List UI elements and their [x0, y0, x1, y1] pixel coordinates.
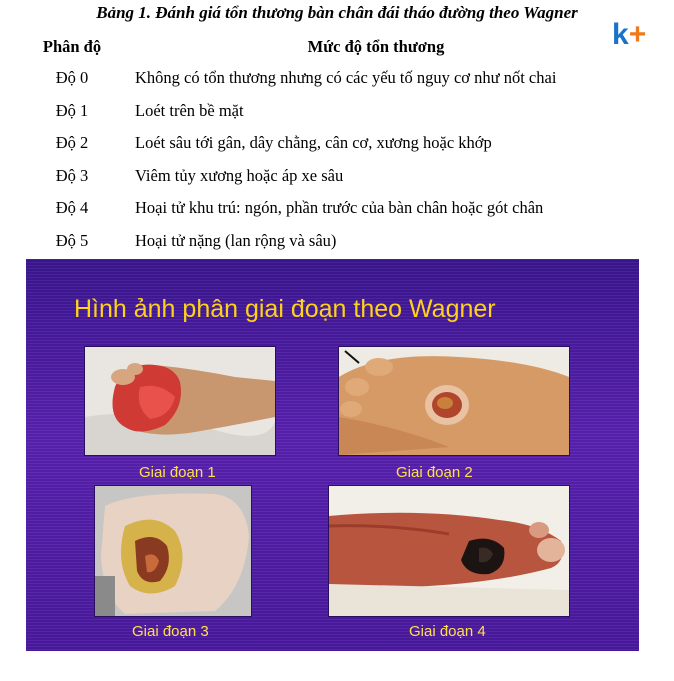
description-cell: Loét trên bề mặt	[135, 100, 244, 120]
table-row	[28, 225, 636, 258]
table-row	[28, 160, 636, 193]
logo-plus: +	[628, 18, 647, 51]
grade-cell: Độ 2	[55, 133, 89, 153]
grade-cell: Độ 3	[55, 165, 89, 185]
description-cell: Hoại tử khu trú: ngón, phần trước của bàn chân hoặc gót chân	[135, 198, 544, 218]
grade-cell: Độ 4	[55, 198, 89, 218]
table-row	[28, 192, 636, 225]
wagner-table	[28, 32, 636, 257]
grade-cell: Độ 0	[55, 68, 89, 88]
table-row	[28, 127, 636, 160]
stage-3-photo	[94, 485, 252, 617]
slide-title: Hình ảnh phân giai đoạn theo Wagner	[74, 295, 496, 323]
stage-2-photo	[338, 346, 570, 456]
stage-1-photo	[84, 346, 276, 456]
description-cell: Loét sâu tới gân, dây chằng, cân cơ, xương hoặc khớp	[135, 133, 492, 153]
grade-cell: Độ 1	[55, 100, 89, 120]
stage-4-label: Giai đoạn 4	[409, 623, 486, 640]
description-cell: Viêm tủy xương hoặc áp xe sâu	[135, 165, 344, 185]
grade-cell: Độ 5	[55, 230, 89, 250]
table-row	[28, 95, 636, 128]
description-cell: Không có tổn thương nhưng có các yếu tố nguy cơ như nốt chai	[135, 68, 557, 88]
wagner-slide	[26, 259, 639, 651]
stage-1-label: Giai đoạn 1	[139, 464, 216, 481]
stage-2-label: Giai đoạn 2	[396, 464, 473, 481]
description-cell: Hoại tử nặng (lan rộng và sâu)	[135, 230, 337, 250]
header-grade: Phân độ	[42, 37, 102, 56]
table-header-row	[28, 32, 636, 62]
stage-4-photo	[328, 485, 570, 617]
table-caption: Bảng 1. Đánh giá tổn thương bàn chân đái tháo đường theo Wagner	[96, 3, 578, 22]
logo-k: k	[612, 18, 629, 51]
table-row	[28, 62, 636, 95]
stage-3-label: Giai đoạn 3	[132, 623, 209, 640]
header-description: Mức độ tổn thương	[307, 37, 445, 56]
